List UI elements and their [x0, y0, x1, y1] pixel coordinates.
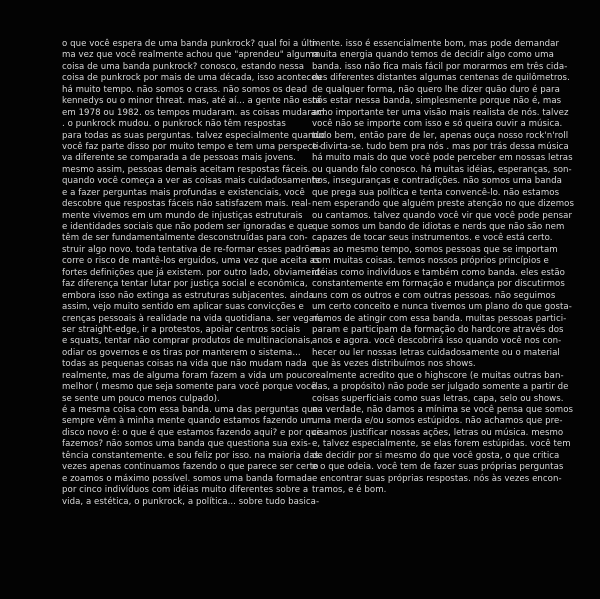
left-column-text-line: por cinco indivíduos com idéias muito diferentes sobre a: [62, 485, 309, 496]
right-column-text-line: banda. isso não fica mais fácil por morarmos em três cida-: [312, 61, 568, 72]
left-column-text-line: fazemos? não somos uma banda que questiona sua exis-: [62, 439, 311, 450]
right-column-text-line: você não se importe com isso e só queira ouvir a música.: [312, 119, 563, 130]
left-column-text-line: em 1978 ou 1982. os tempos mudaram. as coisas mudaram.: [62, 107, 328, 118]
left-column-text-line: tência constantemente. e sou feliz por isso. na maioria das: [62, 450, 320, 461]
left-column-text-line: kennedys ou o minor threat. mas, até aí... a gente não está: [62, 96, 322, 107]
left-column-text-line: faz diferença tentar lutar por justiça social e econômica,: [62, 279, 308, 290]
left-column-text-line: e identidades sociais que não podem ser ignoradas e que: [62, 222, 314, 232]
left-column-text-line: melhor ( mesmo que seja somente para você porque você: [62, 382, 317, 393]
right-column-text-line: nem esperando que alguém preste atenção no que dizemos: [312, 199, 575, 210]
right-column-text-line: tudo bem, então pare de ler, apenas ouça nosso rock'n'roll: [312, 130, 569, 141]
left-column-text-line: e a fazer perguntas mais profundas e existenciais, você: [62, 187, 305, 198]
right-column-text-line: cisamos justificar nossas ações, letras ou música. mesmo: [312, 427, 564, 438]
left-column-text-line: o que você espera de uma banda punkrock? qual foi a últi-: [62, 39, 319, 49]
right-column-text-line: há muito mais do que você pode perceber em nossas letras: [312, 153, 573, 164]
right-column-text-line: capazes de tocar seus instrumentos. e você está certo.: [312, 233, 553, 244]
left-column-text-line: descobre que respostas fáceis não satisfazem mais. real-: [62, 199, 312, 210]
left-column-text-line: ser straight-edge, ir a protestos, apoiar centros sociais: [62, 324, 301, 335]
right-column-text-line: realmente acredito que o highscore (e muitas outras ban-: [312, 370, 564, 381]
right-column-text-line: param e participam da formação do hardcore através dos: [312, 324, 564, 335]
left-column-text-line: coisa de uma banda punkrock? conosco, estando nessa: [62, 61, 305, 72]
right-column-text-line: de decidir por si mesmo do que você gosta, o que critica: [312, 450, 560, 461]
text-column-right: [312, 39, 574, 497]
left-column-text-line: se sente um pouco menos culpado).: [62, 393, 220, 404]
right-column-text-line: que prega sua política e tenta convencê-lo. não estamos: [312, 187, 560, 198]
left-column-text-line: disco novo é: o que é que estamos fazendo aqui? e por que: [62, 427, 322, 438]
left-column-text-line: você faz parte disso por muito tempo e tem uma perspecti-: [62, 141, 322, 152]
left-column-text-line: assim, vejo muito sentido em aplicar suas convicções e: [62, 302, 304, 313]
left-column-text-line: vida, a estética, o punkrock, a política... sobre tudo basica-: [62, 496, 320, 507]
right-column-text-line: mente. isso é essencialmente bom, mas pode demandar: [312, 39, 560, 49]
right-column-text-line: um certo conceito e nunca tivemos um plano do que gosta-: [312, 302, 572, 313]
left-column-text-line: é a mesma coisa com essa banda. uma das perguntas que: [62, 405, 318, 415]
left-column-text-line: e squats, tentar não comprar produtos de multinacionais,: [62, 336, 313, 347]
left-column-text-line: quando você começa a ver as coisas mais cuidadosamente: [62, 176, 321, 187]
right-column-text-line: uns com os outros e com outras pessoas. não seguimos: [312, 290, 556, 301]
right-column-text-line: hos, inseguranças e contradições. não somos uma banda: [312, 176, 562, 187]
left-column-text-line: . o punkrock mudou. o punkrock não têm respostas: [62, 119, 286, 130]
right-column-text-line: acho importante ter uma visão mais realista de nós. talvez: [312, 107, 569, 118]
left-column-text-line: realmente, mas de alguma foram fazem a vida um pouco: [62, 370, 313, 381]
left-column-text-line: va diferente se comparada a de pessoas mais jovens.: [62, 153, 296, 164]
right-column-text-line: e divirta-se. tudo bem pra nós . mas por trás dessa música: [312, 141, 569, 152]
left-column-text-line: odiar os governos e os tiras por manterem o sistema...: [62, 347, 301, 358]
right-column-text-line: nós estar nessa banda, simplesmente porque não é, mas: [312, 96, 562, 107]
right-column-text-line: ou quando falo conosco. há muitas idéias, esperanças, son-: [312, 164, 572, 175]
left-column-text-line: ma vez que você realmente achou que "aprendeu" alguma: [62, 50, 320, 61]
right-column-text-line: das, a propósito) não pode ser julgado somente a partir de: [312, 382, 569, 393]
right-column-text-line: na verdade, não damos a mínima se você pensa que somos: [312, 405, 574, 415]
right-column-text-line: mas ao mesmo tempo, somos pessoas que se importam: [312, 244, 558, 255]
right-column-text-line: e encontrar suas próprias respostas. nós às vezes encon-: [312, 473, 562, 484]
left-column-text-line: corre o risco de mantê-los erguidos, uma vez que aceita as: [62, 256, 320, 267]
left-column-text-line: vezes apenas continuamos fazendo o que parece ser certo: [62, 462, 319, 473]
left-column-text-line: mente vivemos em um mundo de injustiças estruturais: [62, 210, 303, 221]
right-column-text-line: e o que odeia. você tem de fazer suas próprias perguntas: [312, 462, 564, 473]
left-column-text-line: e zoamos o máximo possível. somos uma banda formada: [62, 473, 313, 484]
left-column-text-line: coisa de punkrock por mais de uma década, isso aconteceu: [62, 73, 323, 84]
right-column-text-line: que às vezes distribuímos nos shows.: [312, 359, 476, 370]
left-column-text-line: mesmo assim, pessoas demais aceitam respostas fáceis.: [62, 164, 311, 175]
left-column-text-line: para todas as suas perguntas. talvez especialmente quando: [62, 130, 325, 141]
left-column-text-line: sempre vêm à minha mente quando estamos fazendo um: [62, 416, 315, 427]
right-column-text-line: idéias como indivíduos e também como banda. eles estão: [312, 267, 565, 278]
left-column-text-line: crenças pessoais à realidade na vida quotidiana. ser vegan,: [62, 313, 323, 324]
left-column-text-line: struir algo novo. toda tentativa de re-formar esses padrões: [62, 244, 320, 255]
left-column-text-line: há muito tempo. não somos o crass. não somos os dead: [62, 84, 308, 95]
left-column-text-line: têm de ser fundamentalmente desconstruídas para con-: [62, 233, 308, 244]
right-column-text-line: que somos um bando de idiotas e nerds que não são nem: [312, 222, 565, 232]
right-column-text-line: ou cantamos. talvez quando você vir que você pode pensar: [312, 210, 573, 221]
right-column-text-line: muita energia quando temos de decidir algo como uma: [312, 50, 554, 61]
right-column-text-line: ríamos de atingir com essa banda. muitas pessoas partici-: [312, 313, 567, 324]
left-column-text-line: embora isso não extinga as estruturas subjacentes. ainda: [62, 290, 314, 301]
right-column-text-line: tramos, e é bom.: [312, 485, 387, 496]
right-column-text-line: de qualquer forma, não quero lhe dizer quão duro é para: [312, 84, 560, 95]
left-column-text-line: fortes definições que já existem. por outro lado, obviamente: [62, 267, 326, 278]
right-column-text-line: uma merda e/ou somos estúpidos. não achamos que pre-: [312, 416, 563, 427]
right-column-text-line: e, talvez especialmente, se elas forem estúpidas. você tem: [312, 439, 571, 450]
text-column-left: [62, 39, 327, 508]
right-column-text-line: constantemente em formação e mudança por discutirmos: [312, 279, 565, 290]
right-column-text-line: hecer ou ler nossas letras cuidadosamente ou o material: [312, 347, 560, 358]
right-column-text-line: anos e agora. você descobrirá isso quando você nos con-: [312, 336, 562, 347]
right-column-text-line: com muitas coisas. temos nossos próprios princípios e: [312, 256, 549, 267]
right-column-text-line: des diferentes distantes algumas centenas de quilômetros.: [312, 73, 570, 84]
left-column-text-line: todas as pequenas coisas na vida que não mudam nada: [62, 359, 307, 370]
right-column-text-line: coisas superficiais como suas letras, capa, selo ou shows.: [312, 393, 564, 404]
